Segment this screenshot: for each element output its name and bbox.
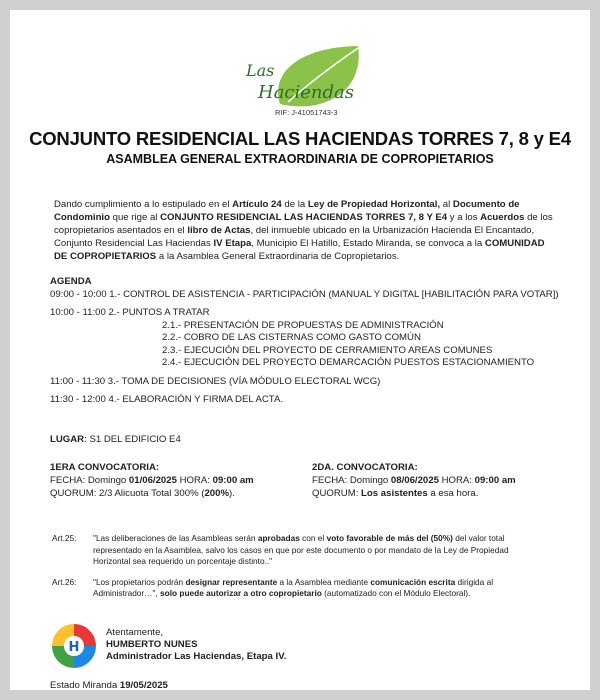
location-line: LUGAR: S1 DEL EDIFICIO E4 xyxy=(50,434,181,445)
agenda-subitem: 2.1.- PRESENTACIÓN DE PROPUESTAS DE ADMINISTRACIÓN xyxy=(162,319,444,331)
agenda-subitem: 2.3.- EJECUCIÓN DEL PROYECTO DE CERRAMIENTO AREAS COMUNES xyxy=(162,344,493,356)
agenda-item: 11:30 - 12:00 4.- ELABORACIÓN Y FIRMA DEL ACTA. xyxy=(50,394,284,405)
agenda xyxy=(50,276,570,407)
svg-text:H: H xyxy=(68,640,80,655)
las-haciendas-logo xyxy=(240,42,380,112)
agenda-item: 10:00 - 11:00 2.- PUNTOS A TRATAR xyxy=(50,307,210,318)
agenda-subitem: 2.4.- EJECUCIÓN DEL PROYECTO DEMARCACIÓN PUESTOS ESTACIONAMIENTO xyxy=(162,357,535,368)
rif-number: RIF: J-41051743-3 xyxy=(275,108,338,117)
agenda-subitem: 2.2.- COBRO DE LAS CISTERNAS COMO GASTO COMÚN xyxy=(162,332,421,343)
page-title: CONJUNTO RESIDENCIAL LAS HACIENDAS TORRES 7, 8 y E4 xyxy=(29,128,571,149)
signer-role: Administrador Las Haciendas, Etapa IV. xyxy=(106,651,287,662)
agenda-item: 11:00 - 11:30 3.- TOMA DE DECISIONES (VÍA MÓDULO ELECTORAL WCG) xyxy=(50,375,381,387)
agenda-item: 09:00 - 10:00 1.- CONTROL DE ASISTENCIA - PARTICIPACIÓN (MANUAL Y DIGITAL [HABILITACIÓN PARA VOTAR]) xyxy=(50,288,559,300)
second-call-heading: 2DA. CONVOCATORIA: xyxy=(312,462,418,473)
administrator-logo xyxy=(50,622,98,670)
footer-date: Estado Miranda 19/05/2025 xyxy=(50,680,168,691)
first-call-heading: 1ERA CONVOCATORIA: xyxy=(50,462,160,473)
svg-text:Haciendas: Haciendas xyxy=(258,82,355,103)
article-25: Art.25: "Las deliberaciones de las Asambleas serán aprobadas con el voto favorable de más del (50%) del valor total representado en la Asamblea, salvo los casos en que por este documento o por mandato de la Ley de Propiedad Horizontal sea requerido un porcentaje distinto.." xyxy=(52,533,509,566)
agenda-heading: AGENDA xyxy=(50,276,92,287)
intro-paragraph: Dando cumplimiento a lo estipulado en el Artículo 24 de la Ley de Propiedad Horizontal, al Documento de Condominio que rige al CONJUNTO RESIDENCIAL LAS HACIENDAS TORRES 7, 8 Y E4 y a los Acuerdos de los copropietarios asentados en el libro de Actas, del inmueble ubicado en la Urbanización Hacienda El Encantado, Conjunto Residencial Las Haciendas IV Etapa, Municipio El Hatillo, Estado Miranda, se convoca a la COMUNIDAD DE COPROPIETARIOS a la Asamblea General Extraordinaria de Copropietarios. xyxy=(54,199,553,262)
signature-block xyxy=(106,627,286,663)
closing-text: Atentamente, xyxy=(106,627,164,638)
articles xyxy=(52,533,572,600)
first-call-block: 1ERA CONVOCATORIA: FECHA: Domingo 01/06/2025 HORA: 09:00 am QUORUM: 2/3 Alicuota Total 300% (200%). xyxy=(50,462,254,499)
signer-name: HUMBERTO NUNES xyxy=(106,639,198,650)
article-26: Art.26: "Los propietarios podrán designar representante a la Asamblea mediante comunicación escrita dirigida al Administrador…", solo puede autorizar a otro copropietario (automatizado con el Módulo Electoral). xyxy=(52,576,494,598)
page-subtitle: ASAMBLEA GENERAL EXTRAORDINARIA DE COPROPIETARIOS xyxy=(106,152,494,166)
svg-text:Las: Las xyxy=(246,61,275,80)
second-call-block: 2DA. CONVOCATORIA: FECHA: Domingo 08/06/2025 HORA: 09:00 am QUORUM: Los asistentes a esa hora. xyxy=(312,462,516,499)
document-page xyxy=(10,10,590,690)
